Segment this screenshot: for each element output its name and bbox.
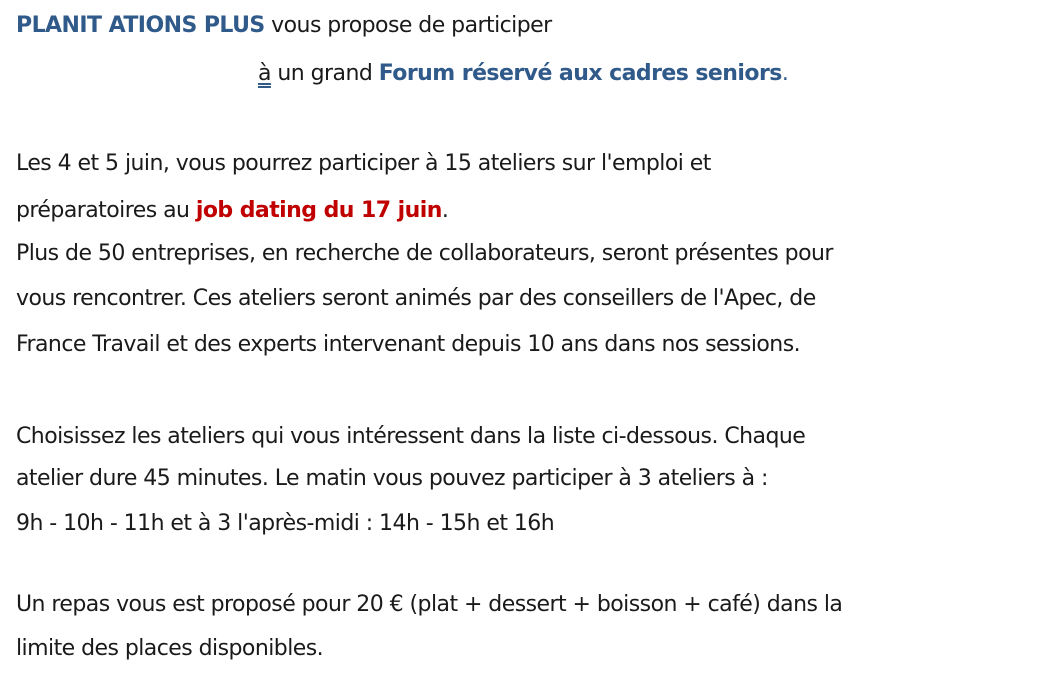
- job-dating-highlight: job dating du 17 juin: [195, 198, 442, 223]
- intro-line-2: [258, 59, 788, 89]
- paragraph-1-line-2-end: .: [441, 198, 449, 223]
- forum-period: .: [781, 61, 789, 86]
- paragraph-2-line-1: Choisissez les ateliers qui vous intéressent dans la liste ci-dessous. Chaque: [16, 424, 806, 449]
- paragraph-3-line-1: Un repas vous est proposé pour 20 € (plat + dessert + boisson + café) dans la: [16, 592, 843, 617]
- paragraph-1-line-2: [16, 196, 448, 226]
- preposition-a: à: [258, 61, 271, 86]
- paragraph-1-line-1: Les 4 et 5 juin, vous pourrez participer à 15 ateliers sur l'emploi et: [16, 151, 711, 176]
- intro-line-2-text: un grand: [270, 61, 379, 86]
- paragraph-2-line-2: atelier dure 45 minutes. Le matin vous pouvez participer à 3 ateliers à :: [16, 466, 768, 491]
- paragraph-1-line-3: Plus de 50 entreprises, en recherche de collaborateurs, seront présentes pour: [16, 241, 833, 266]
- paragraph-1-line-2-start: préparatoires au: [16, 198, 196, 223]
- intro-line-1-text: vous propose de participer: [264, 13, 552, 38]
- paragraph-2-line-3: 9h - 10h - 11h et à 3 l'après-midi : 14h - 15h et 16h: [16, 511, 555, 536]
- paragraph-1-line-4: vous rencontrer. Ces ateliers seront animés par des conseillers de l'Apec, de: [16, 286, 816, 311]
- paragraph-1-line-5: France Travail et des experts intervenant depuis 10 ans dans nos sessions.: [16, 332, 801, 357]
- forum-title: Forum réservé aux cadres seniors: [378, 61, 782, 86]
- paragraph-3-line-2: limite des places disponibles.: [16, 636, 324, 661]
- company-name: PLANIT ATIONS PLUS: [16, 13, 265, 38]
- intro-line-1: [16, 11, 552, 41]
